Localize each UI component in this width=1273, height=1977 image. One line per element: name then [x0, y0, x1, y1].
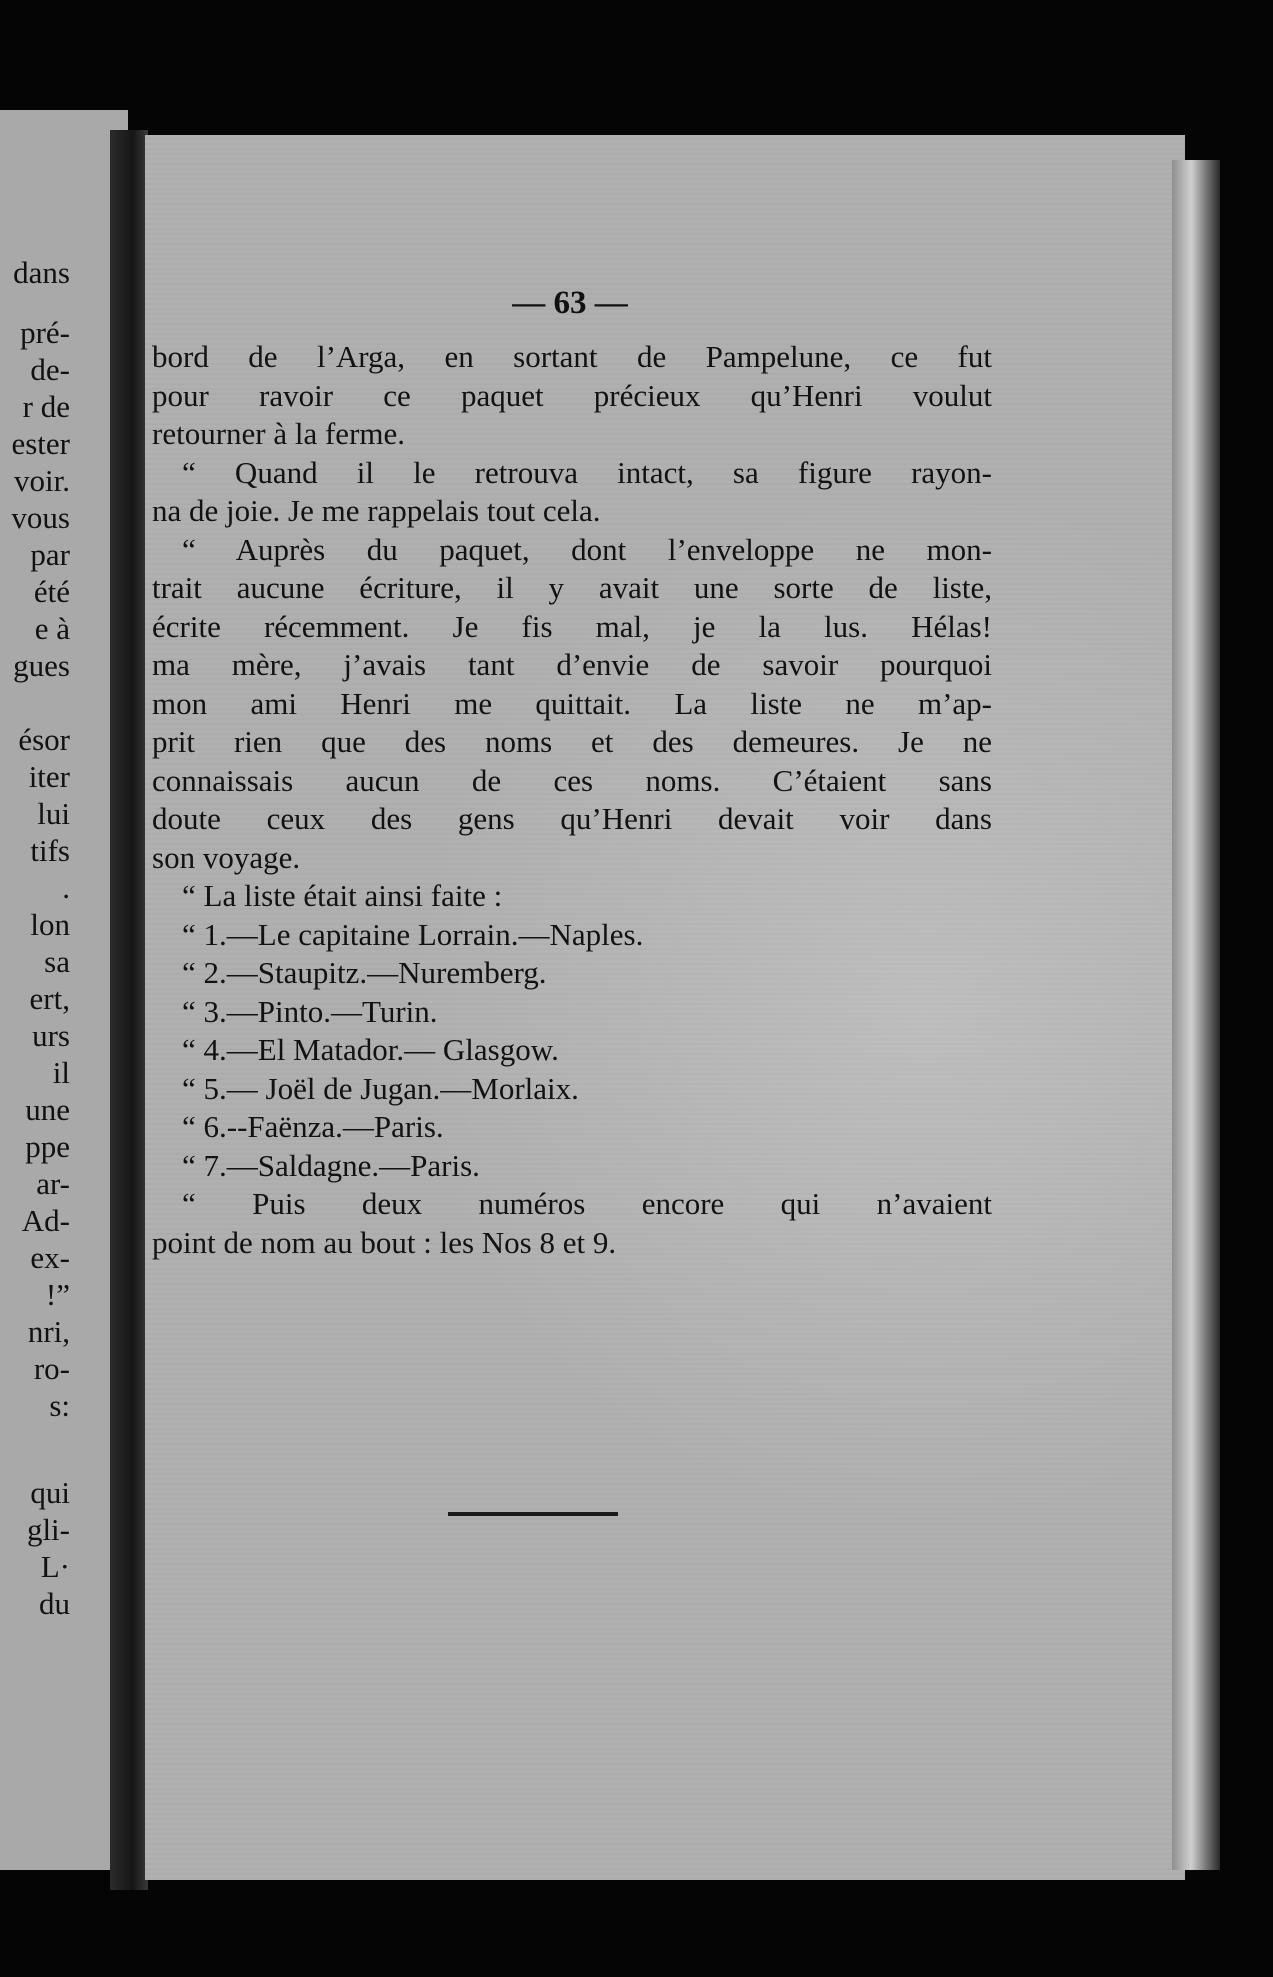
left-text-fragment: ésor [18, 722, 70, 757]
list-entry: “ 5.— Joël de Jugan.—Morlaix. [182, 1070, 579, 1106]
left-text-fragment: vous [11, 500, 70, 535]
text-line: bord de l’Arga, en sortant de Pampelune, ce fut [152, 339, 992, 374]
text-line: doute ceux des gens qu’Henri devait voir dans [152, 801, 992, 836]
left-text-fragment: voir. [14, 463, 70, 498]
list-entry: “ 7.—Saldagne.—Paris. [182, 1147, 480, 1183]
left-text-fragment: ester [11, 426, 70, 461]
left-text-fragment: il [52, 1055, 70, 1090]
page-number: — 63 — [512, 285, 628, 321]
left-text-fragment: . [62, 870, 70, 905]
text-line: point de nom au bout : les Nos 8 et 9. [152, 1224, 617, 1260]
left-text-fragment: une [25, 1092, 70, 1127]
page-edges [1172, 160, 1220, 1870]
left-text-fragment: été [33, 574, 70, 609]
left-text-fragment: par [30, 537, 70, 572]
left-text-fragment: Ad- [21, 1203, 70, 1238]
text-line: “ La liste était ainsi faite : [182, 878, 503, 913]
left-text-fragment: lui [37, 796, 70, 831]
left-text-fragment: gues [13, 648, 70, 683]
left-text-fragment: du [39, 1586, 70, 1621]
page-text [152, 338, 992, 1262]
left-text-fragment: ppe [25, 1129, 70, 1164]
left-text-fragment: !” [45, 1277, 70, 1312]
left-page-edge [0, 110, 128, 1870]
list-entry: “ 1.—Le capitaine Lorrain.—Naples. [182, 916, 644, 952]
left-text-fragment: e à [34, 611, 70, 646]
left-text-fragment: tifs [30, 833, 70, 868]
text-line: retourner à la ferme. [152, 416, 406, 451]
left-text-fragment: sa [44, 944, 70, 979]
left-text-fragment: s: [49, 1388, 70, 1423]
list-entry: “ 6.--Faënza.—Paris. [182, 1109, 444, 1144]
left-text-fragment: qui [30, 1475, 70, 1510]
text-line: trait aucune écriture, il y avait une sorte de liste, [152, 570, 992, 605]
end-rule [448, 1512, 618, 1516]
text-line: pour ravoir ce paquet précieux qu’Henri voulut [152, 377, 992, 413]
left-text-fragment: ex- [30, 1240, 70, 1275]
text-line: écrite récemment. Je fis mal, je la lus. Hélas! [152, 608, 992, 644]
text-line: prit rien que des noms et des demeures. Je ne [152, 724, 992, 759]
text-line: na de joie. Je me rappelais tout cela. [152, 493, 601, 528]
left-text-fragment: urs [32, 1018, 70, 1053]
left-text-fragment: ar- [36, 1166, 70, 1201]
left-text-fragment: iter [28, 759, 70, 794]
left-text-fragment: dans [13, 255, 70, 290]
text-line: mon ami Henri me quittait. La liste ne m’ap- [152, 685, 992, 721]
text-line: son voyage. [152, 839, 301, 875]
left-text-fragment: gli- [26, 1512, 70, 1547]
left-text-fragment: ert, [29, 981, 70, 1016]
list-entry: “ 4.—El Matador.— Glasgow. [182, 1032, 559, 1067]
text-line: connaissais aucun de ces noms. C’étaient sans [152, 762, 992, 798]
book-gutter [110, 130, 148, 1890]
left-text-fragment: pré- [20, 315, 70, 350]
text-line: “ Puis deux numéros encore qui n’avaient [182, 1186, 992, 1221]
left-text-fragment: L· [40, 1549, 70, 1584]
left-text-fragment: lon [30, 907, 70, 942]
left-text-fragment: ro- [33, 1351, 70, 1386]
left-text-fragment: r de [22, 389, 70, 424]
text-line: “ Quand il le retrouva intact, sa figure rayon- [182, 454, 992, 490]
left-text-fragment: nri, [27, 1314, 70, 1349]
text-line: ma mère, j’avais tant d’envie de savoir pourquoi [152, 647, 992, 682]
left-text-fragment: de- [30, 352, 70, 387]
text-line: “ Auprès du paquet, dont l’enveloppe ne mon- [182, 531, 992, 567]
list-entry: “ 2.—Staupitz.—Nuremberg. [182, 955, 547, 990]
list-entry: “ 3.—Pinto.—Turin. [182, 993, 438, 1029]
